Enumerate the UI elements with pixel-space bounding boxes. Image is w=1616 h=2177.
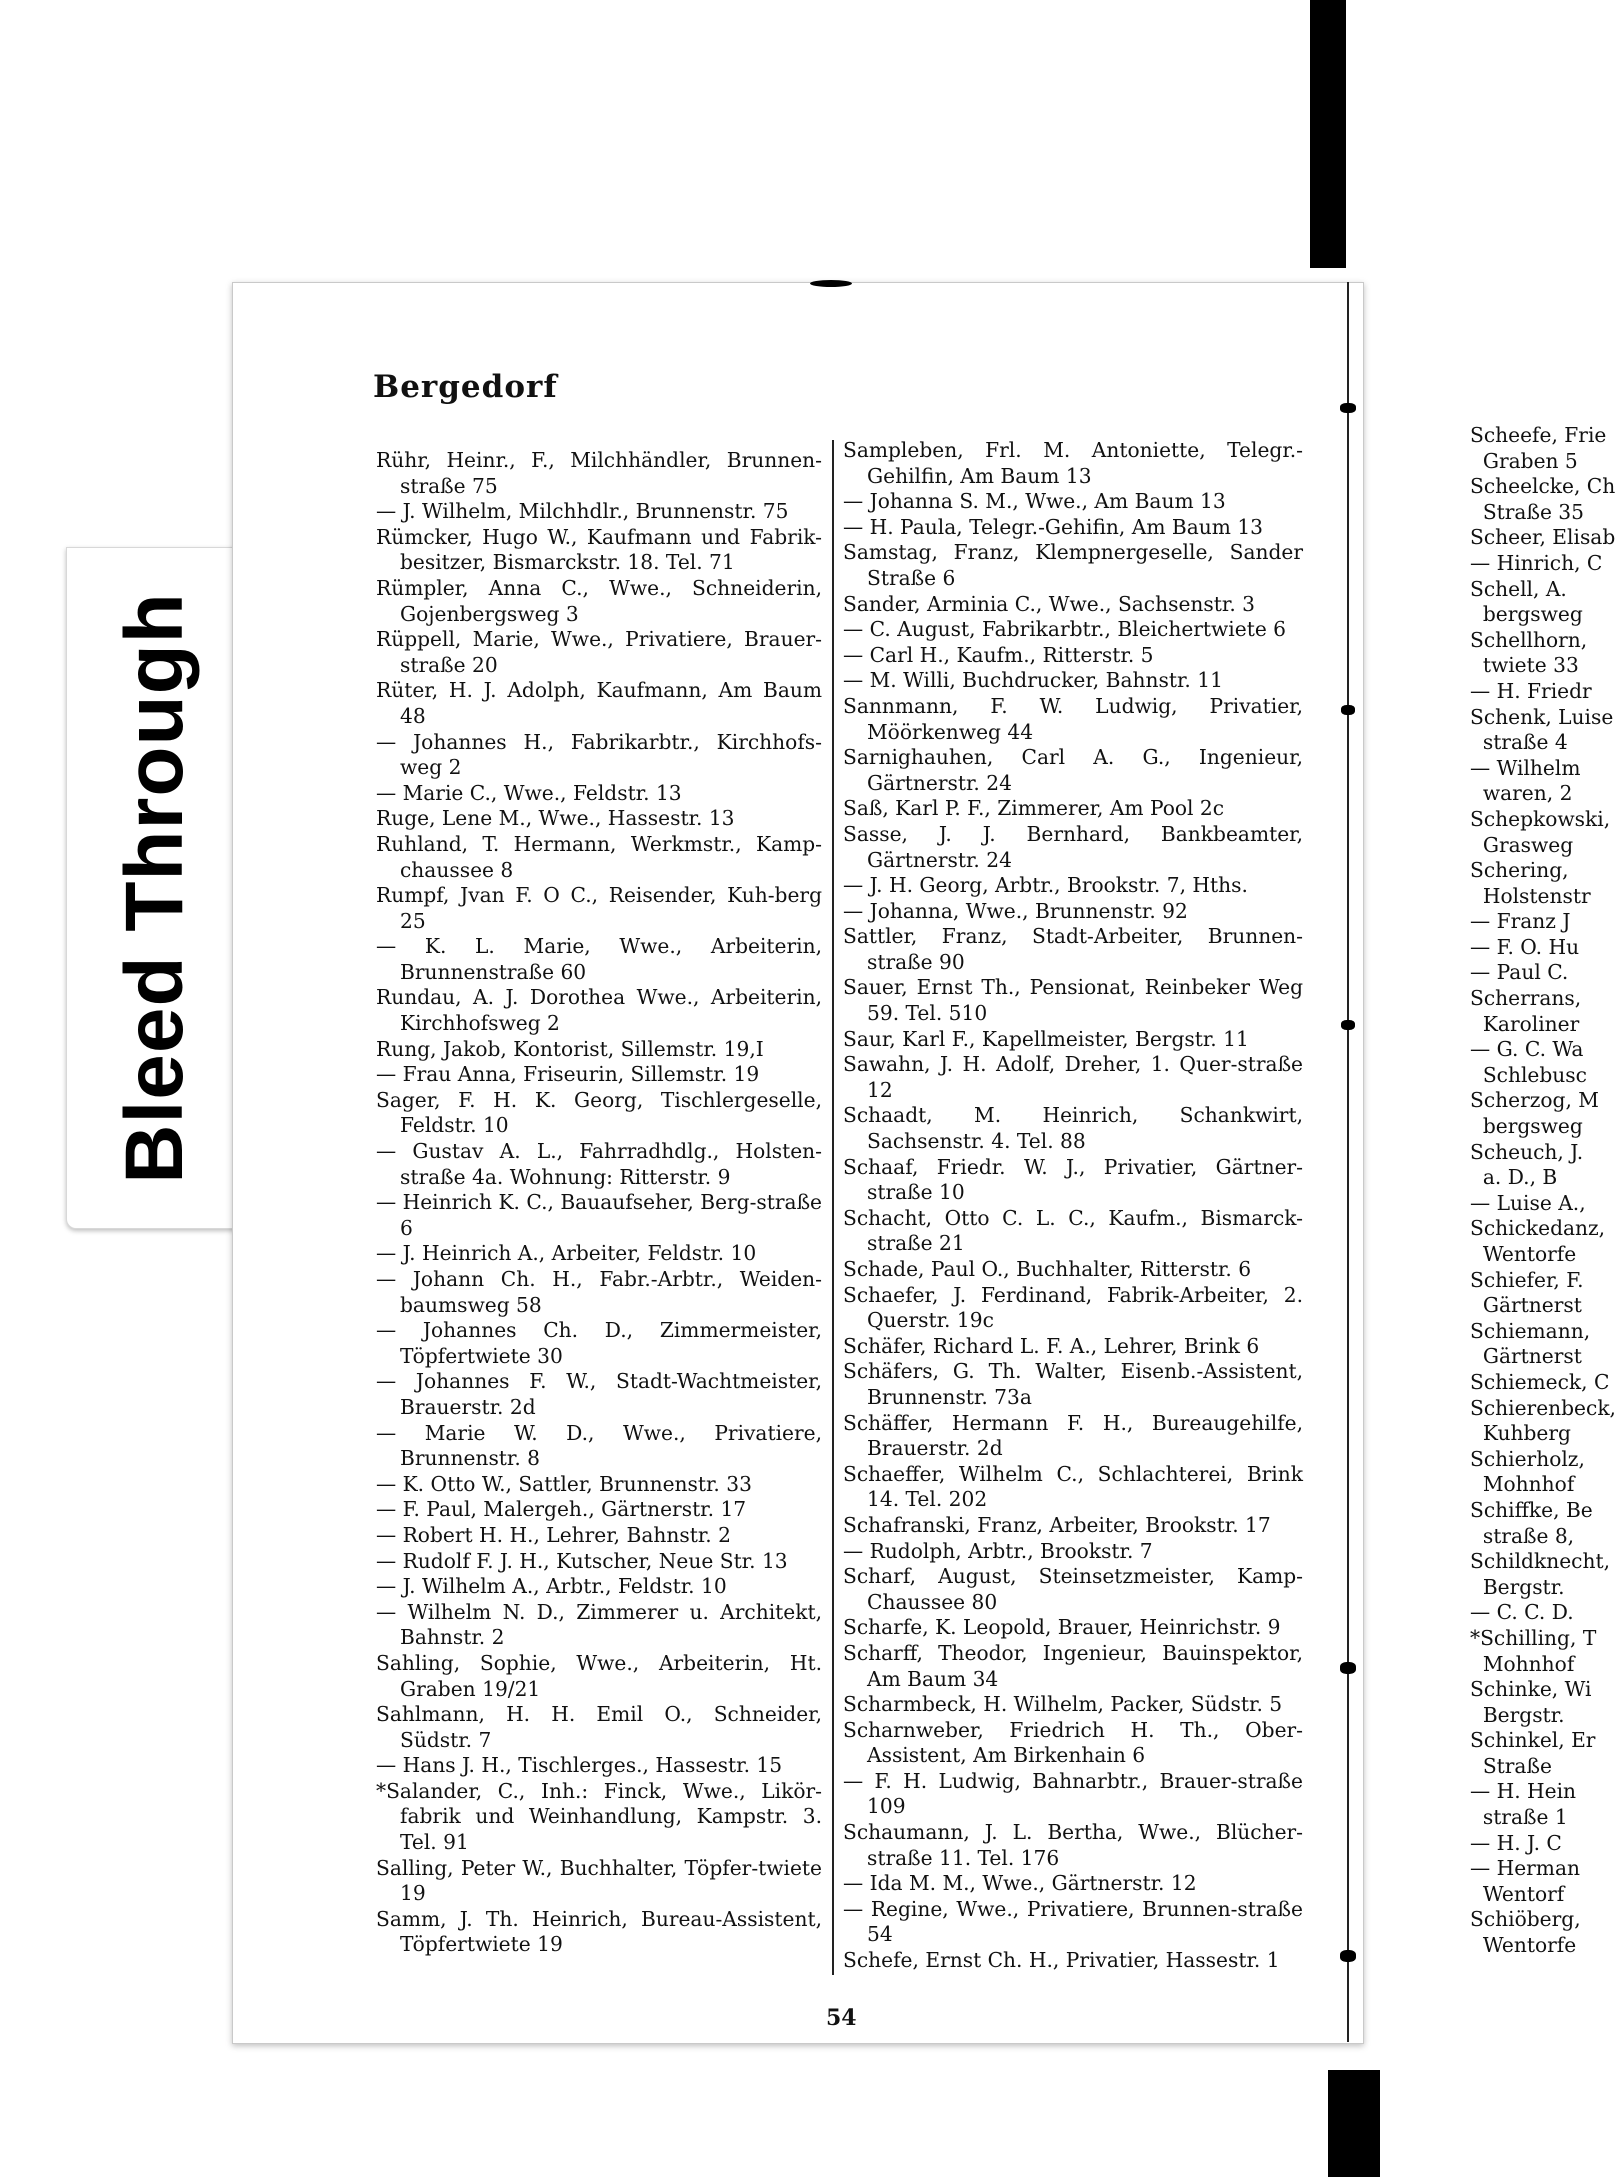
directory-entry: — Marie W. D., Wwe., Privatiere, Brunnenstr. 8 bbox=[376, 1420, 822, 1471]
directory-entry: Schaadt, M. Heinrich, Schankwirt, Sachsenstr. 4. Tel. 88 bbox=[843, 1103, 1303, 1154]
directory-entry: Schade, Paul O., Buchhalter, Ritterstr. 6 bbox=[843, 1257, 1252, 1281]
directory-entry: — J. Wilhelm, Milchhdlr., Brunnenstr. 75 bbox=[376, 499, 789, 524]
directory-entry: Scharmbeck, H. Wilhelm, Packer, Südstr. 5 bbox=[843, 1692, 1283, 1717]
directory-entry: Rung, Jakob, Kontorist, Sillemstr. 19,I bbox=[376, 1036, 764, 1061]
directory-entry: Sahlmann, H. H. Emil O., Schneider, Südstr. 7 bbox=[376, 1702, 822, 1752]
directory-entry: bergsweg bbox=[1470, 602, 1583, 627]
page-header: Bergedorf bbox=[373, 369, 558, 405]
directory-entry: — C. C. D. bbox=[1470, 1600, 1574, 1625]
directory-entry: Scheelcke, Ch bbox=[1470, 474, 1616, 499]
directory-entry: — H. Paula, Telegr.-Gehifin, Am Baum 13 bbox=[843, 514, 1264, 539]
directory-entry: Sarnighauhen, Carl A. G., Ingenieur, Gärtnerstr. 24 bbox=[843, 745, 1303, 795]
directory-entry: bergsweg bbox=[1470, 1114, 1583, 1139]
scan-edge-top-bar bbox=[1310, 0, 1346, 268]
directory-entry: Rümcker, Hugo W., Kaufmann und Fabrik-besitzer, Bismarckstr. 18. Tel. 71 bbox=[376, 524, 822, 575]
directory-entry: Bergstr. bbox=[1470, 1702, 1565, 1727]
directory-entry: Scheuch, J. bbox=[1470, 1139, 1584, 1164]
directory-entry: — Luise A., bbox=[1470, 1190, 1586, 1215]
directory-entry: Saur, Karl F., Kapellmeister, Bergstr. 11 bbox=[843, 1026, 1249, 1051]
directory-entry: — Johanna, Wwe., Brunnenstr. 92 bbox=[843, 898, 1188, 923]
directory-entry: Schaaf, Friedr. W. J., Privatier, Gärtner-straße 10 bbox=[843, 1154, 1303, 1205]
directory-entry: — K. Otto W., Sattler, Brunnenstr. 33 bbox=[376, 1471, 752, 1496]
directory-entry: — Carl H., Kaufm., Ritterstr. 5 bbox=[843, 642, 1154, 667]
directory-entry: — C. August, Fabrikarbtr., Bleichertwiete 6 bbox=[843, 617, 1287, 642]
directory-entry: — F. O. Hu bbox=[1470, 934, 1580, 959]
directory-entry: Kuhberg bbox=[1470, 1421, 1571, 1446]
directory-entry: — Franz J bbox=[1470, 909, 1571, 934]
directory-entry: Karoliner bbox=[1470, 1011, 1580, 1036]
directory-entry: — Hans J. H., Tischlerges., Hassestr. 15 bbox=[376, 1753, 783, 1778]
directory-entry: Schenk, Luise bbox=[1470, 704, 1614, 729]
directory-entry: Sahling, Sophie, Wwe., Arbeiterin, Ht. Graben 19/21 bbox=[376, 1650, 822, 1701]
directory-entry: — F. Paul, Malergeh., Gärtnerstr. 17 bbox=[376, 1497, 747, 1522]
directory-entry: straße 4 bbox=[1470, 730, 1568, 755]
directory-entry: Samm, J. Th. Heinrich, Bureau-Assistent, Töpfertwiete 19 bbox=[376, 1906, 822, 1957]
directory-entry: Holstenstr bbox=[1470, 883, 1591, 908]
directory-entry: Schepkowski, bbox=[1470, 806, 1611, 831]
directory-entry: Gärtnerst bbox=[1470, 1344, 1582, 1369]
directory-entry: — Johannes Ch. D., Zimmermeister, Töpfertwiete 30 bbox=[376, 1318, 822, 1368]
bleed-through-label: Bleed Through bbox=[109, 592, 200, 1184]
directory-entry: Sattler, Franz, Stadt-Arbeiter, Brunnen-straße 90 bbox=[843, 924, 1303, 974]
directory-entry: — H. Friedr bbox=[1470, 678, 1592, 703]
directory-entry: Sager, F. H. K. Georg, Tischlergeselle, Feldstr. 10 bbox=[376, 1087, 822, 1138]
directory-entry: — Regine, Wwe., Privatiere, Brunnen-straße 54 bbox=[843, 1896, 1303, 1947]
directory-entry: — Johanna S. M., Wwe., Am Baum 13 bbox=[843, 489, 1226, 514]
binding-mark bbox=[1340, 1950, 1356, 1962]
directory-entry: Graben 5 bbox=[1470, 448, 1578, 473]
directory-entry: — Paul C. bbox=[1470, 960, 1569, 985]
directory-entry: straße 8, bbox=[1470, 1523, 1575, 1548]
directory-entry: — Robert H. H., Lehrer, Bahnstr. 2 bbox=[376, 1522, 731, 1547]
directory-entry: — K. L. Marie, Wwe., Arbeiterin, Brunnenstraße 60 bbox=[376, 934, 822, 984]
directory-entry: *Salander, C., Inh.: Finck, Wwe., Likör-fabrik und Weinhandlung, Kampstr. 3. Tel. 91 bbox=[376, 1778, 822, 1855]
directory-entry: — J. Wilhelm A., Arbtr., Feldstr. 10 bbox=[376, 1574, 727, 1599]
directory-entry: Wentorfe bbox=[1470, 1933, 1577, 1958]
directory-entry: Straße 35 bbox=[1470, 499, 1584, 524]
directory-entry: Schäfers, G. Th. Walter, Eisenb.-Assistent, Brunnenstr. 73a bbox=[843, 1359, 1303, 1409]
directory-entry: Schinkel, Er bbox=[1470, 1728, 1596, 1753]
directory-entry: Schiemeck, C bbox=[1470, 1369, 1610, 1394]
directory-entry: — Herman bbox=[1470, 1856, 1580, 1881]
middle-column bbox=[843, 438, 1303, 1974]
directory-entry: Wentorf bbox=[1470, 1881, 1565, 1906]
directory-entry: Rümpler, Anna C., Wwe., Schneiderin, Gojenbergsweg 3 bbox=[376, 575, 822, 626]
directory-entry: Wentorfe bbox=[1470, 1242, 1577, 1266]
binding-mark bbox=[1341, 1020, 1355, 1030]
directory-entry: Sasse, J. J. Bernhard, Bankbeamter, Gärtnerstr. 24 bbox=[843, 821, 1303, 872]
directory-entry: Scheer, Elisab bbox=[1470, 525, 1616, 550]
page-fold bbox=[1347, 282, 1349, 2042]
directory-entry: — Ida M. M., Wwe., Gärtnerstr. 12 bbox=[843, 1871, 1197, 1896]
directory-entry: — H. J. C bbox=[1470, 1830, 1562, 1855]
directory-entry: Sampleben, Frl. M. Antoniette, Telegr.-Gehilfin, Am Baum 13 bbox=[843, 438, 1303, 488]
directory-entry: — Frau Anna, Friseurin, Sillemstr. 19 bbox=[376, 1062, 760, 1087]
directory-entry: Schaeffer, Wilhelm C., Schlachterei, Brink 14. Tel. 202 bbox=[843, 1461, 1303, 1512]
directory-entry: Schefe, Ernst Ch. H., Privatier, Hassestr. 1 bbox=[843, 1948, 1280, 1973]
directory-entry: Rüter, H. J. Adolph, Kaufmann, Am Baum 48 bbox=[376, 678, 822, 728]
directory-entry: a. D., B bbox=[1470, 1165, 1558, 1190]
directory-entry: Mohnhof bbox=[1470, 1472, 1575, 1497]
directory-entry: Schinke, Wi bbox=[1470, 1677, 1592, 1702]
directory-entry: Scherrans, bbox=[1470, 986, 1582, 1011]
directory-entry: Schaumann, J. L. Bertha, Wwe., Blücher-straße 11. Tel. 176 bbox=[843, 1820, 1303, 1870]
directory-entry: Schäfer, Richard L. F. A., Lehrer, Brink 6 bbox=[843, 1333, 1260, 1358]
directory-entry: — Heinrich K. C., Bauaufseher, Berg-straße 6 bbox=[376, 1190, 823, 1240]
directory-entry: Salling, Peter W., Buchhalter, Töpfer-twiete 19 bbox=[376, 1855, 822, 1906]
directory-entry: — Johann Ch. H., Fabr.-Arbtr., Weiden-baumsweg 58 bbox=[376, 1267, 822, 1317]
directory-entry: — Rudolph, Arbtr., Brookstr. 7 bbox=[843, 1538, 1153, 1563]
directory-entry: Schell, A. bbox=[1470, 576, 1567, 601]
directory-entry: Rumpf, Jvan F. O C., Reisender, Kuh-berg 25 bbox=[376, 883, 822, 933]
directory-entry: Schiöberg, bbox=[1470, 1907, 1581, 1932]
directory-entry: — Wilhelm N. D., Zimmerer u. Architekt, Bahnstr. 2 bbox=[376, 1599, 822, 1650]
directory-entry: Rundau, A. J. Dorothea Wwe., Arbeiterin, Kirchhofsweg 2 bbox=[376, 985, 822, 1036]
directory-entry: — M. Willi, Buchdrucker, Bahnstr. 11 bbox=[843, 668, 1223, 693]
directory-entry: Schäffer, Hermann F. H., Bureaugehilfe, Brauerstr. 2d bbox=[843, 1410, 1303, 1461]
directory-entry: Scharnweber, Friedrich H. Th., Ober-Assistent, Am Birkenhain 6 bbox=[843, 1717, 1303, 1768]
directory-entry: *Schilling, T bbox=[1470, 1625, 1597, 1650]
bleed-through-tab bbox=[66, 547, 244, 1229]
directory-entry: — J. H. Georg, Arbtr., Brookstr. 7, Hths. bbox=[843, 873, 1248, 898]
directory-entry: waren, 2 bbox=[1470, 781, 1573, 806]
directory-entry: Rüppell, Marie, Wwe., Privatiere, Brauer-straße 20 bbox=[376, 627, 822, 677]
directory-entry: Sawahn, J. H. Adolf, Dreher, 1. Quer-straße 12 bbox=[843, 1052, 1303, 1102]
directory-entry: — H. Hein bbox=[1470, 1779, 1577, 1804]
directory-entry: Schiemann, bbox=[1470, 1318, 1591, 1343]
directory-entry: Samstag, Franz, Klempnergeselle, Sander Straße 6 bbox=[843, 540, 1303, 590]
directory-entry: Grasweg bbox=[1470, 832, 1574, 857]
directory-entry: Schierholz, bbox=[1470, 1446, 1585, 1471]
directory-entry: Straße bbox=[1470, 1753, 1552, 1778]
directory-entry: Schaefer, J. Ferdinand, Fabrik-Arbeiter, 2. Querstr. 19c bbox=[843, 1282, 1303, 1333]
directory-entry: — Wilhelm bbox=[1470, 755, 1581, 780]
directory-entry: Bergstr. bbox=[1470, 1574, 1565, 1599]
directory-entry: Sannmann, F. W. Ludwig, Privatier, Möörkenweg 44 bbox=[843, 693, 1303, 744]
directory-entry: Schildknecht, bbox=[1470, 1549, 1610, 1574]
directory-entry: Schickedanz, bbox=[1470, 1216, 1606, 1241]
directory-entry: Schiffke, Be bbox=[1470, 1497, 1593, 1522]
directory-entry: Schiefer, F. bbox=[1470, 1267, 1584, 1292]
binding-mark bbox=[1340, 403, 1356, 413]
directory-entry: Rühr, Heinr., F., Milchhändler, Brunnen-straße 75 bbox=[376, 448, 822, 498]
directory-entry: — Johannes H., Fabrikarbtr., Kirchhofs-weg 2 bbox=[376, 729, 822, 780]
scan-edge-bottom-bar bbox=[1328, 2070, 1380, 2177]
directory-entry: — Marie C., Wwe., Feldstr. 13 bbox=[376, 780, 682, 805]
directory-entry: Ruge, Lene M., Wwe., Hassestr. 13 bbox=[376, 806, 735, 831]
directory-entry: Mohnhof bbox=[1470, 1651, 1575, 1676]
directory-entry: — Hinrich, C bbox=[1470, 550, 1603, 575]
directory-entry: Sander, Arminia C., Wwe., Sachsenstr. 3 bbox=[843, 591, 1256, 616]
binding-mark bbox=[1340, 1662, 1356, 1674]
directory-entry: straße 1 bbox=[1470, 1805, 1568, 1830]
left-column bbox=[376, 448, 822, 1958]
directory-entry: Schlebusc bbox=[1470, 1062, 1587, 1087]
directory-entry: Schacht, Otto C. L. C., Kaufm., Bismarck-straße 21 bbox=[843, 1205, 1303, 1256]
directory-entry: Saß, Karl P. F., Zimmerer, Am Pool 2c bbox=[843, 796, 1225, 821]
directory-entry: — G. C. Wa bbox=[1470, 1037, 1584, 1062]
directory-entry: Scharff, Theodor, Ingenieur, Bauinspektor, Am Baum 34 bbox=[843, 1640, 1303, 1691]
directory-entry: Schellhorn, bbox=[1470, 627, 1588, 652]
binding-mark bbox=[1341, 705, 1355, 715]
right-column-partial bbox=[1470, 423, 1616, 1963]
directory-entry: Scharf, August, Steinsetzmeister, Kamp-Chaussee 80 bbox=[843, 1564, 1303, 1614]
column-rule bbox=[832, 440, 834, 1975]
directory-entry: Sauer, Ernst Th., Pensionat, Reinbeker Weg 59. Tel. 510 bbox=[843, 975, 1303, 1026]
directory-entry: — F. H. Ludwig, Bahnarbtr., Brauer-straße 109 bbox=[843, 1768, 1303, 1819]
directory-entry: — J. Heinrich A., Arbeiter, Feldstr. 10 bbox=[376, 1241, 757, 1266]
page-top-smudge bbox=[810, 280, 852, 287]
directory-entry: twiete 33 bbox=[1470, 653, 1579, 678]
directory-entry: — Rudolf F. J. H., Kutscher, Neue Str. 13 bbox=[376, 1548, 788, 1573]
directory-entry: — Gustav A. L., Fahrradhdlg., Holsten-straße 4a. Wohnung: Ritterstr. 9 bbox=[376, 1139, 822, 1189]
directory-entry: Scheefe, Frie bbox=[1470, 423, 1607, 447]
page-number: 54 bbox=[826, 2005, 857, 2031]
directory-entry: Schafranski, Franz, Arbeiter, Brookstr. 17 bbox=[843, 1512, 1271, 1537]
directory-entry: Ruhland, T. Hermann, Werkmstr., Kamp-chaussee 8 bbox=[376, 831, 822, 882]
directory-entry: Scharfe, K. Leopold, Brauer, Heinrichstr. 9 bbox=[843, 1615, 1281, 1640]
directory-entry: Scherzog, M bbox=[1470, 1088, 1599, 1113]
directory-entry: — Johannes F. W., Stadt-Wachtmeister, Brauerstr. 2d bbox=[376, 1369, 822, 1419]
directory-entry: Schierenbeck, bbox=[1470, 1395, 1616, 1420]
directory-entry: Schering, bbox=[1470, 858, 1569, 883]
directory-entry: Gärtnerst bbox=[1470, 1293, 1582, 1318]
